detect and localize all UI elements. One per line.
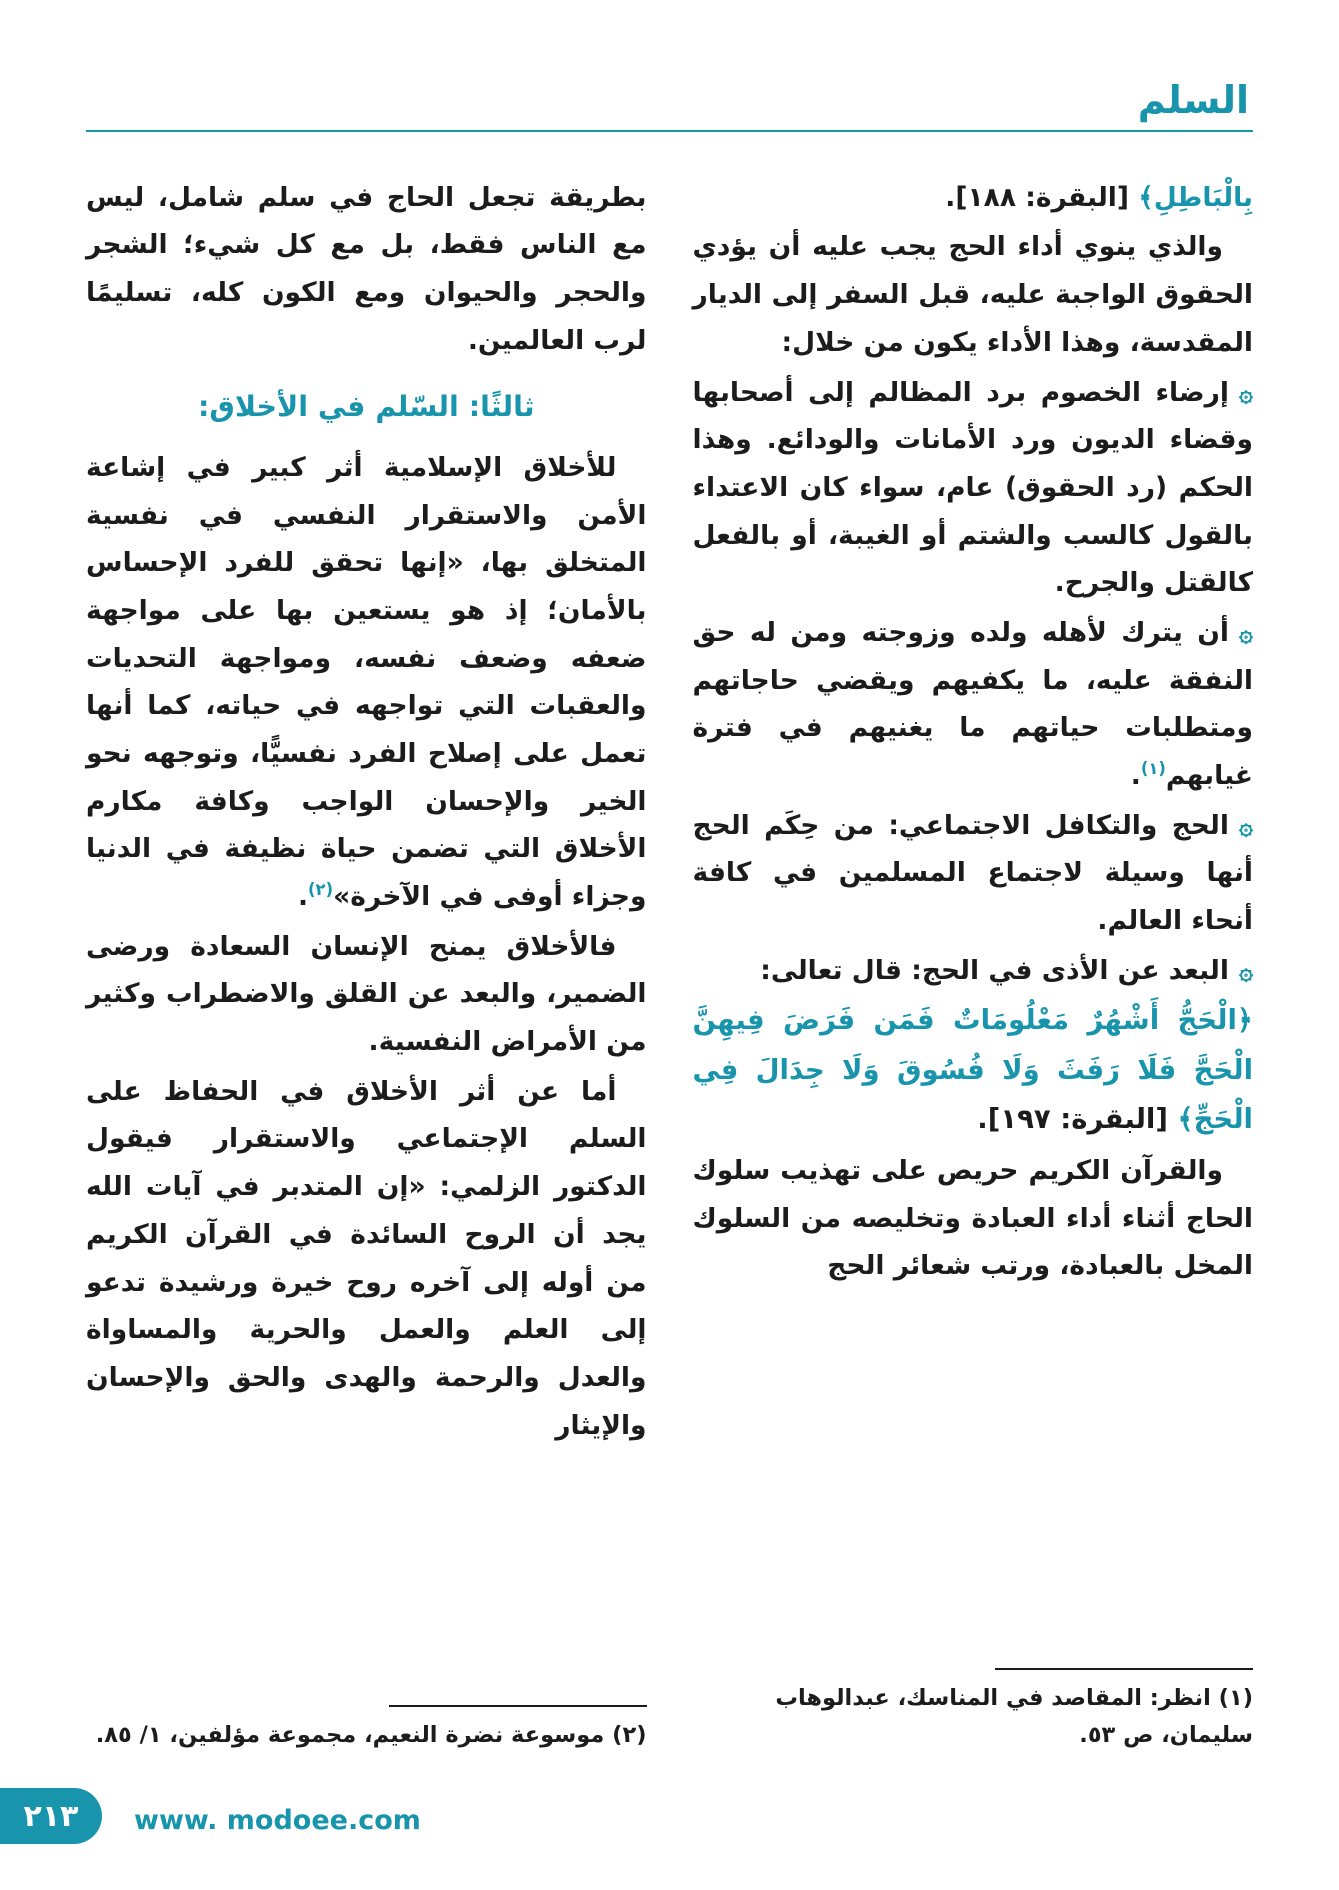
bullet-text: أن يترك لأهله ولده وزوجته ومن له حق النفقة عليه، ما يكفيهم ويقضي حاجاتهم ومتطلبات حياتهم ما يغنيهم في فترة غيابهم (692, 616, 1253, 792)
bullet-text: الحج والتكافل الاجتماعي: من حِكَم الحج أنها وسيلة لاجتماع المسلمين في كافة أنحاء العالم. (692, 809, 1253, 937)
paragraph-closing: والقرآن الكريم حريص على تهذيب سلوك الحاج أثناء أداء العبادة وتخليصه من السلوك المخل بالعبادة، ورتب شعائر الحج (692, 1154, 1253, 1282)
rosette-bullet-icon: ۞ (1238, 811, 1253, 840)
paragraph: أما عن أثر الأخلاق في الحفاظ على السلم الإجتماعي والاستقرار فيقول الدكتور الزلمي: «إن المتدبر في آيات الله يجد أن الروح السائدة في القرآن الكريم من أوله إلى آخره روح خيرة ورشيدة تدعو إلى العلم والعمل والحرية والمساواة والعدل والرحمة والهدى والحق والإحسان والإيثار (86, 1075, 647, 1441)
bullet-text: البعد عن الأذى في الحج: قال تعالى: (760, 954, 1229, 986)
bullet-item (693, 947, 1254, 995)
chapter-title: السلم (1137, 78, 1249, 122)
header-rule (86, 130, 1253, 132)
bullet-item (693, 369, 1254, 607)
website-url[interactable]: www. modoee.com (134, 1805, 421, 1836)
rosette-bullet-icon: ۞ (1238, 956, 1253, 985)
left-column (86, 174, 647, 1754)
footnote-text: (٢) موسوعة نضرة النعيم، مجموعة مؤلفين، ١/ ٨٥. (95, 1721, 647, 1748)
two-column-body (86, 174, 1253, 1754)
bullet-suffix: . (1130, 760, 1141, 792)
page-number-tab (0, 1788, 102, 1844)
paragraph-continuation: بطريقة تجعل الحاج في سلم شامل، ليس مع الناس فقط، بل مع كل شيء؛ الشجر والحجر والحيوان ومع الكون كله، تسليمًا لرب العالمين. (86, 181, 647, 356)
footnote-marker: (١) (1140, 759, 1166, 779)
paragraph-text: للأخلاق الإسلامية أثر كبير في إشاعة الأمن والاستقرار النفسي في نفسية المتخلق بها، «إنها تحقق للفرد الإحساس بالأمان؛ إذ هو يستعين بها على مواجهة ضعفه وضعف نفسه، ومواجهة التحديات والعقبات التي تواجهه في حياته، كما أنها تعمل على إصلاح الفرد نفسيًّا، وتوجهه نحو الخير والإحسان الواجب وكافة مكارم الأخلاق التي تضمن حياة نظيفة في الدنيا وجزاء أوفى في الآخرة» (86, 451, 647, 913)
footnote-separator (389, 1705, 647, 1707)
quran-verse-text: ﴿الْحَجُّ أَشْهُرٌ مَعْلُومَاتٌ فَمَن فَرَضَ فِيهِنَّ الْحَجَّ فَلَا رَفَثَ وَلَا فُسُوقَ وَلَا جِدَالَ فِي الْحَجِّ﴾ (692, 1004, 1253, 1136)
page-number: ٢١٣ (23, 1798, 79, 1834)
footnote-separator (995, 1668, 1253, 1670)
page-header (86, 80, 1253, 132)
verse-reference: [البقرة: ١٨٨]. (945, 181, 1139, 213)
paragraph-suffix: . (297, 881, 309, 913)
rosette-bullet-icon: ۞ (1238, 618, 1253, 647)
right-column (693, 174, 1254, 1754)
quran-verse (693, 996, 1254, 1145)
bullet-item (693, 609, 1254, 800)
section-heading: ثالثًا: السّلم في الأخلاق: (197, 389, 535, 423)
bullet-text: إرضاء الخصوم برد المظالم إلى أصحابها وقضاء الديون ورد الأمانات والودائع. وهذا الحكم (رد الحقوق) عام، سواء كان الاعتداء بالقول كالسب والشتم أو الغيبة، أو بالفعل كالقتل والجرح. (692, 376, 1253, 599)
footnote-marker: (٢) (308, 880, 334, 900)
footnote-block (693, 1652, 1254, 1754)
footnote-block (86, 1689, 647, 1754)
footnote-text: (١) انظر: المقاصد في المناسك، عبدالوهاب سليمان، ص ٥٣. (775, 1684, 1253, 1748)
quran-quote-fragment: بِالْبَاطِلِ﴾ (1138, 181, 1253, 213)
quran-fragment-line (693, 174, 1254, 222)
bullet-item (693, 802, 1254, 945)
paragraph: فالأخلاق يمنح الإنسان السعادة ورضى الضمير، والبعد عن القلق والاضطراب وكثير من الأمراض النفسية. (86, 930, 647, 1058)
paragraph-intro: والذي ينوي أداء الحج يجب عليه أن يؤدي الحقوق الواجبة عليه، قبل السفر إلى الديار المقدسة، وهذا الأداء يكون من خلال: (692, 231, 1253, 358)
paragraph (86, 444, 647, 921)
rosette-bullet-icon: ۞ (1238, 378, 1253, 407)
verse-reference: [البقرة: ١٩٧]. (977, 1103, 1178, 1136)
